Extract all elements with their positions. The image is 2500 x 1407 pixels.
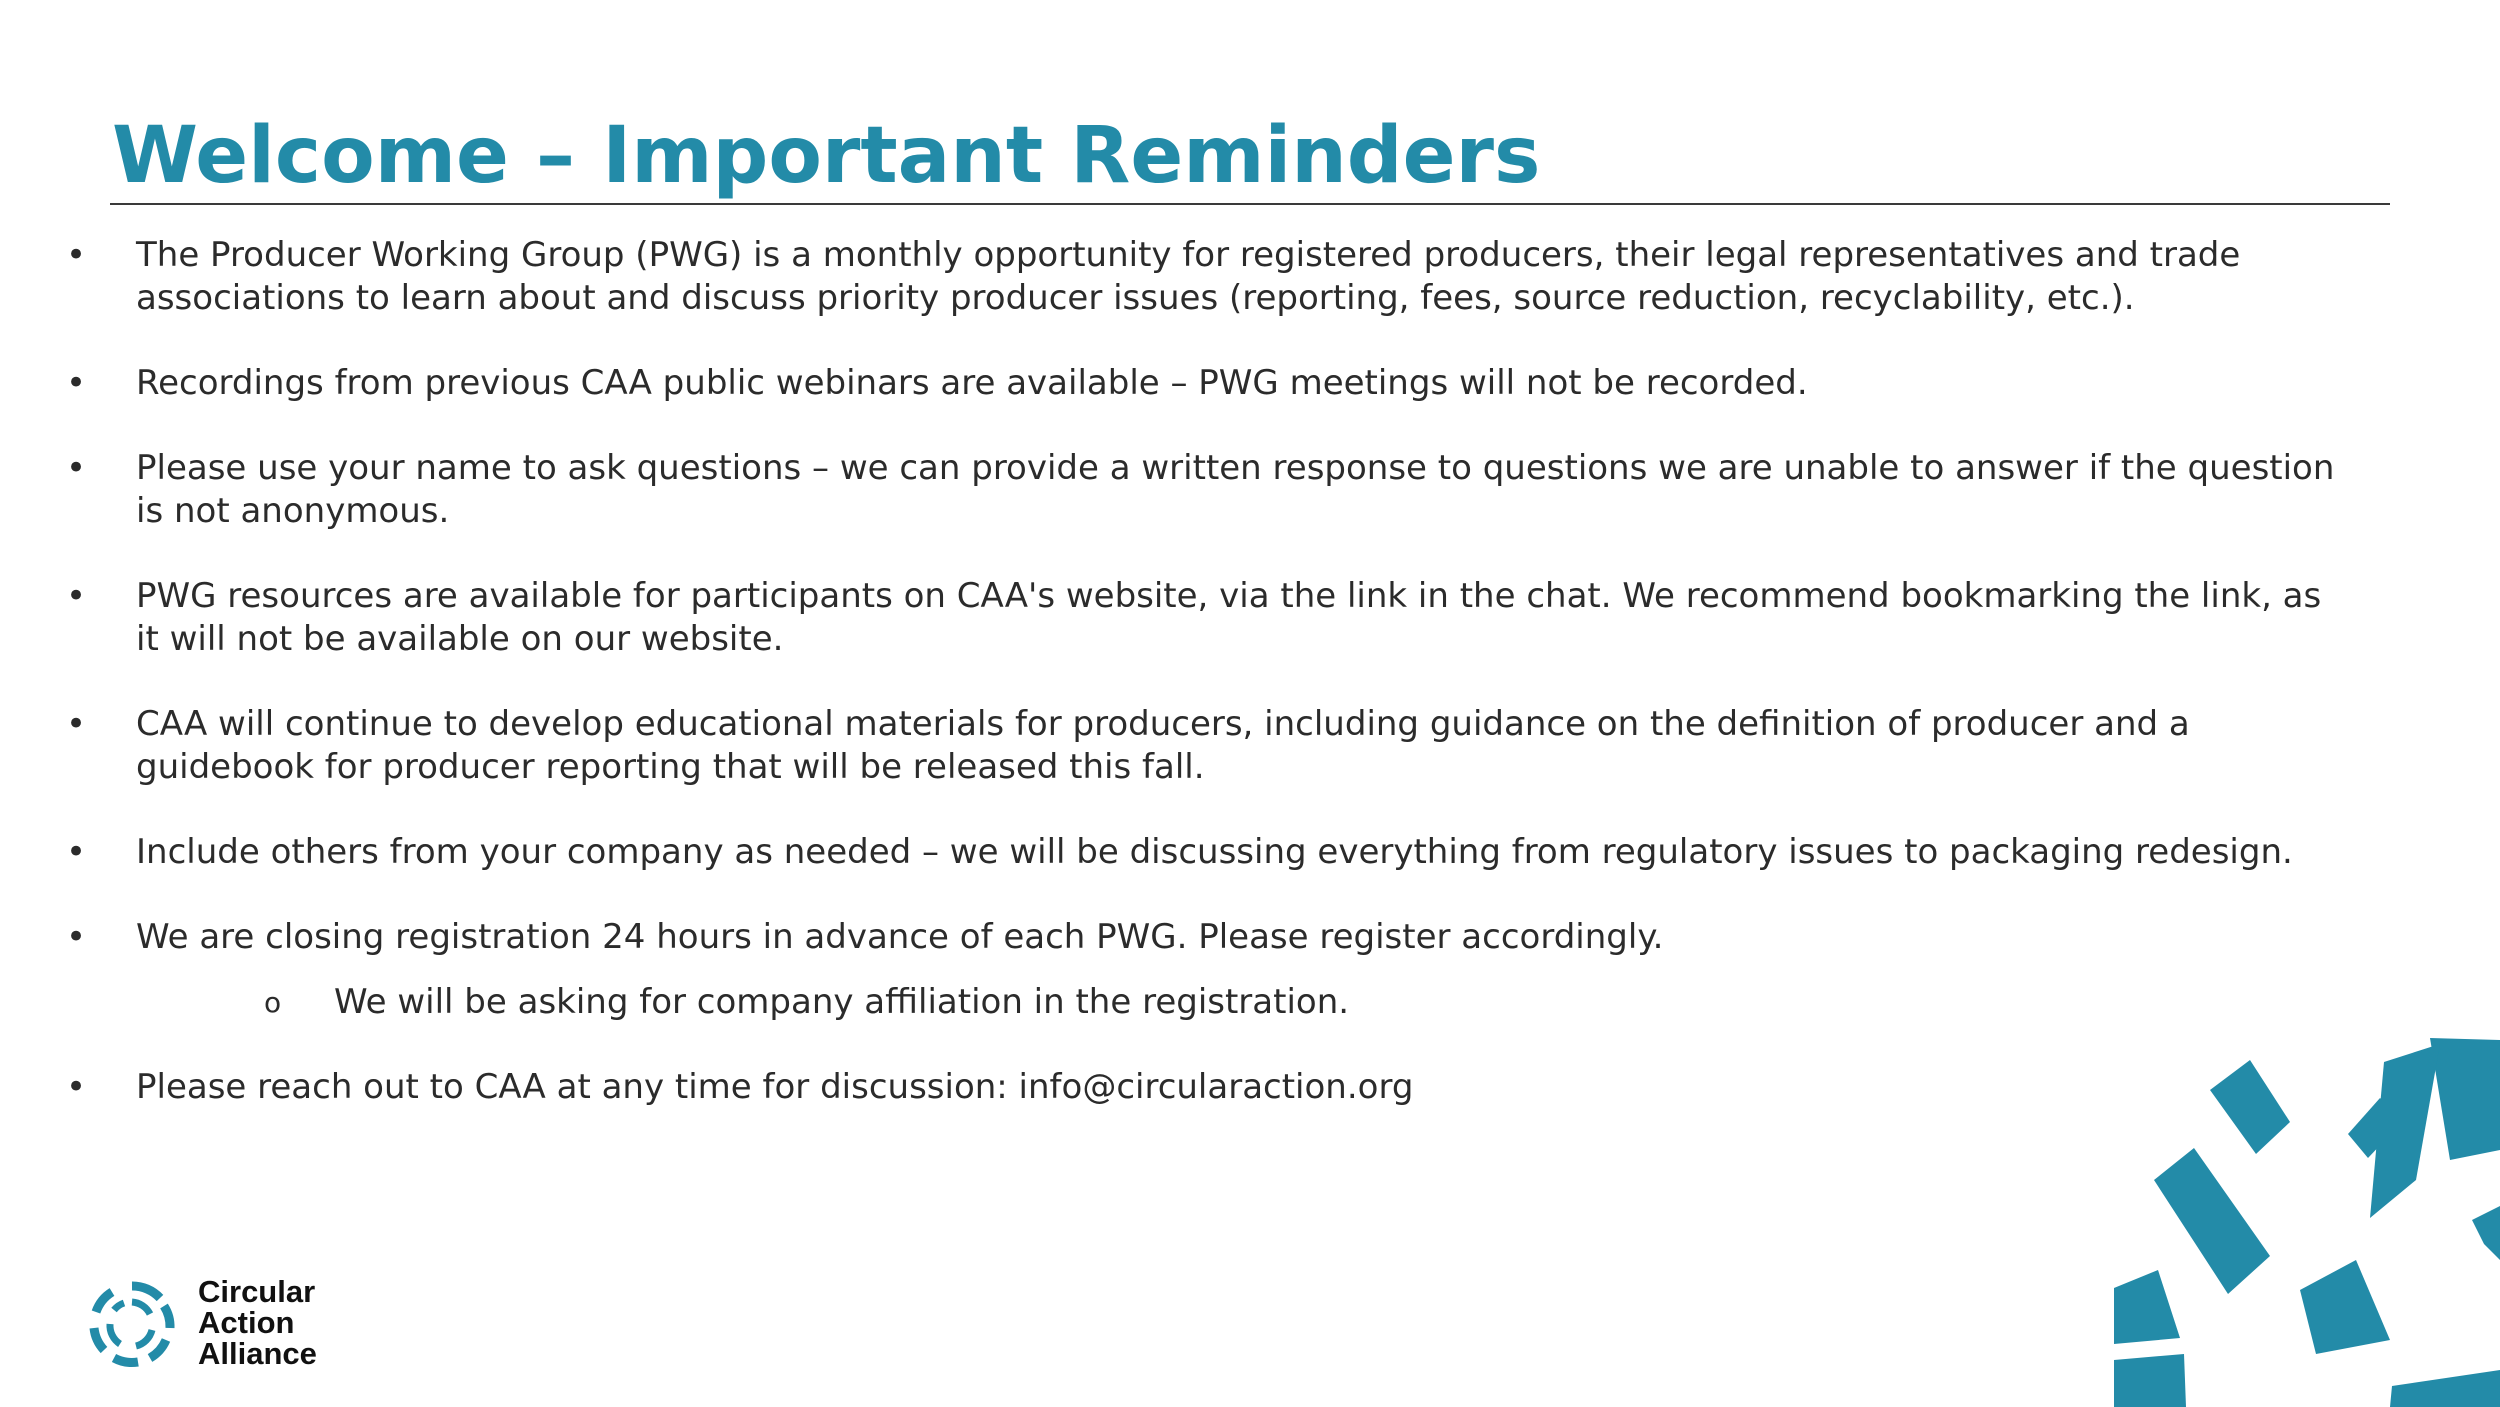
- bullet-item: [62, 234, 2352, 320]
- bullet-text: We are closing registration 24 hours in advance of each PWG. Please register accordingly.: [136, 917, 1664, 957]
- decor-arc-segment: [2154, 1148, 2270, 1294]
- decor-arc-segment: [2430, 1038, 2500, 1160]
- bullet-text: CAA will continue to develop educational materials for producers, including guidance on the definition of producer and a guidebook for producer reporting that will be released this fall.: [136, 704, 2190, 787]
- slide-title: Welcome – Important Reminders: [112, 111, 1541, 201]
- bullet-item: [62, 703, 2352, 789]
- bullet-text: Please use your name to ask questions – we can provide a written response to questions we are unable to answer if the question is not anonymous.: [136, 448, 2335, 531]
- logo-line-2: Action: [198, 1305, 295, 1340]
- bullet-marker: •: [66, 448, 87, 488]
- bullet-item: [62, 575, 2352, 661]
- bullet-marker: •: [66, 576, 87, 616]
- decor-arc-segment: [2114, 1354, 2186, 1407]
- decor-arc-segment: [2472, 1206, 2500, 1260]
- title-divider: [110, 203, 2390, 205]
- bullet-text: Recordings from previous CAA public webinars are available – PWG meetings will not be recorded.: [136, 363, 1808, 403]
- decor-arc-segment: [2210, 1060, 2290, 1154]
- bullet-marker: •: [66, 832, 87, 872]
- sub-bullet-marker: o: [264, 986, 282, 1019]
- bullet-item: [62, 831, 2352, 874]
- bullet-text: Please reach out to CAA at any time for discussion: info@circularaction.org: [136, 1067, 1414, 1107]
- bullet-item: [62, 362, 2352, 405]
- bullet-marker: •: [66, 917, 87, 957]
- decor-arc-segment: [2300, 1260, 2390, 1354]
- logo-wordmark: [198, 1276, 317, 1369]
- decor-arc-segment: [2390, 1370, 2500, 1407]
- bullet-text: Include others from your company as needed – we will be discussing everything from regulatory issues to packaging redesign.: [136, 832, 2293, 872]
- bullet-marker: •: [66, 363, 87, 403]
- circular-action-alliance-logo-icon: [80, 1272, 184, 1376]
- bullet-item: [62, 916, 2352, 1024]
- bullet-list: [62, 234, 2352, 1151]
- logo-line-1: Circular: [198, 1274, 316, 1309]
- bullet-text: PWG resources are available for participants on CAA's website, via the link in the chat. We recommend bookmarking the link, as it will not be available on our website.: [136, 576, 2322, 659]
- company-logo: [80, 1272, 320, 1376]
- decor-arc-segment: [2114, 1270, 2180, 1344]
- bullet-item: [62, 1066, 2352, 1109]
- bullet-text: The Producer Working Group (PWG) is a monthly opportunity for registered producers, their legal representatives and trade associations to learn about and discuss priority producer issues (reporting, fees, source reduction, recyclability, etc.).: [136, 235, 2241, 318]
- logo-line-3: Alliance: [198, 1336, 317, 1371]
- circular-arc-decoration: [2100, 1030, 2500, 1407]
- sub-bullet-item: [136, 981, 2352, 1024]
- bullet-item: [62, 447, 2352, 533]
- bullet-marker: •: [66, 1067, 87, 1107]
- bullet-marker: •: [66, 235, 87, 275]
- bullet-marker: •: [66, 704, 87, 744]
- sub-bullet-text: We will be asking for company affiliation in the registration.: [334, 982, 1350, 1022]
